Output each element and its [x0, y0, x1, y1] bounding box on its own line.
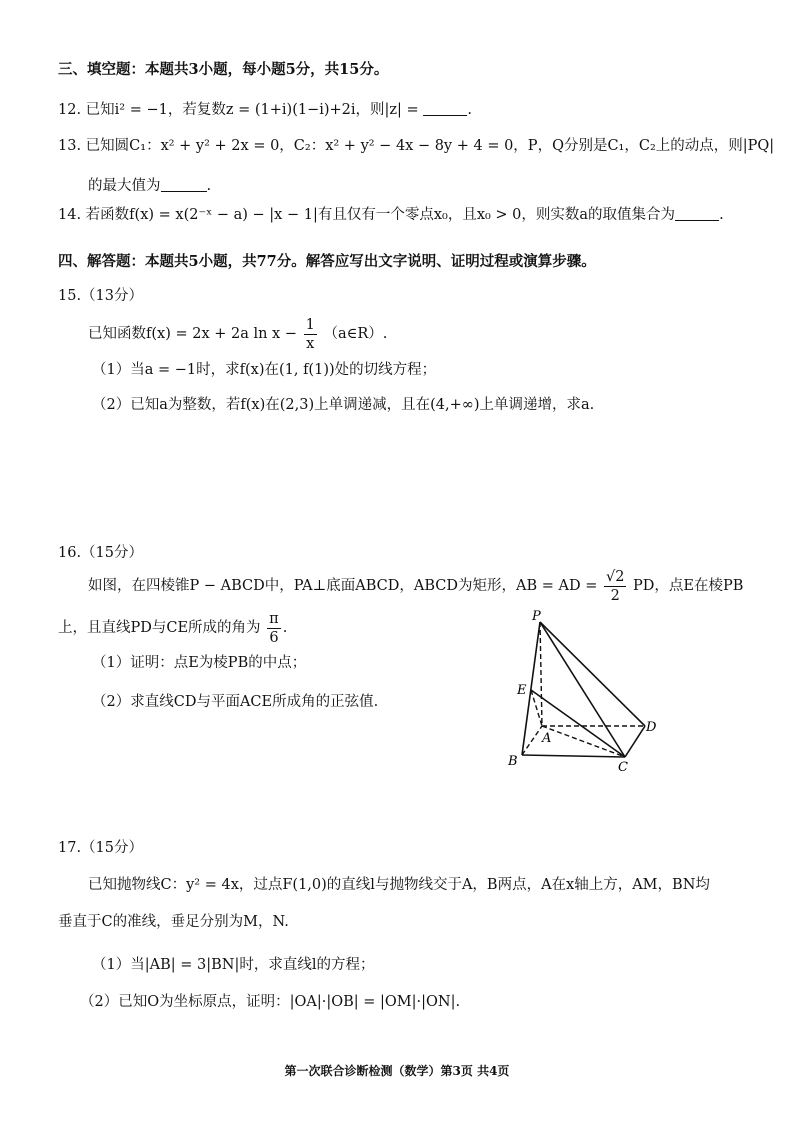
page-footer: 第一次联合诊断检测（数学）第3页 共4页 [284, 1064, 510, 1078]
question-14 [58, 205, 724, 225]
q13-answer-blank [161, 177, 207, 192]
q15-frac-den: x [306, 335, 315, 352]
q17-part1: （1）当|AB| = 3|BN|时，求直线l的方程； [92, 957, 375, 973]
edge-AC-hidden [542, 726, 625, 757]
label-A: A [542, 731, 552, 746]
q15-frac-num: 1 [305, 316, 315, 333]
q15-stem-a: 已知函数f(x) = 2x + 2a ln x − [88, 326, 297, 342]
q16-stem-line2 [58, 608, 287, 648]
q15-stem-b: （a∈R）. [323, 326, 388, 342]
q17-stem-line1: 已知抛物线C：y² = 4x，过点F(1,0)的直线l与抛物线交于A，B两点，A在x轴上方，AM，BN均 [88, 877, 710, 893]
q16-stem-b: PD，点E在棱PB [633, 578, 744, 594]
q16-fraction-sqrt2-over-2 [604, 568, 626, 605]
q12-answer-blank [423, 101, 467, 116]
question-13 [58, 136, 774, 156]
q13-period: . [206, 178, 212, 194]
q17-title: 17.（15分） [58, 840, 144, 856]
q12-period: . [467, 102, 472, 118]
label-P: P [532, 609, 541, 624]
edge-CD [625, 726, 645, 757]
question-12 [58, 100, 472, 120]
q16-frac1-num: √2 [605, 568, 625, 585]
label-D: D [646, 720, 657, 735]
q16-fraction-pi-over-6 [267, 610, 281, 647]
q16-stem-c: 上，且直线PD与CE所成的角为 [58, 620, 261, 636]
edge-BC [522, 755, 625, 757]
q15-stem [88, 314, 387, 354]
q16-frac1-den: 2 [610, 587, 620, 604]
q16-frac2-den: 6 [269, 629, 279, 646]
section3-heading: 三、填空题：本题共3小题，每小题5分，共15分。 [58, 61, 389, 78]
label-B: B [508, 754, 518, 769]
question-13-cont [88, 176, 211, 196]
q13-text-cont: 的最大值为 [88, 178, 161, 194]
edge-PD [540, 622, 645, 726]
q16-stem-d: . [282, 620, 288, 636]
q16-stem-line1 [88, 566, 743, 606]
q16-stem-a: 如图，在四棱锥P − ABCD中，PA⊥底面ABCD，ABCD为矩形，AB = AD = [88, 578, 598, 594]
q15-part1: （1）当a = −1时，求f(x)在(1, f(1))处的切线方程； [92, 362, 437, 378]
q14-answer-blank [675, 206, 719, 221]
q16-frac2-num: π [269, 610, 279, 627]
edge-EA-hidden [531, 690, 542, 726]
q15-fraction [304, 316, 317, 353]
q15-part2: （2）已知a为整数，若f(x)在(2,3)上单调递减，且在(4,+∞)上单调递增，求a. [92, 397, 595, 413]
q15-title: 15.（13分） [58, 288, 144, 304]
pyramid-figure [500, 605, 680, 775]
edge-PC [540, 622, 625, 757]
section4-heading: 四、解答题：本题共5小题，共77分。解答应写出文字说明、证明过程或演算步骤。 [58, 253, 596, 270]
edge-EC [531, 690, 625, 757]
label-E: E [517, 683, 527, 698]
edge-PA-hidden [540, 622, 542, 726]
q17-part2: （2）已知O为坐标原点，证明：|OA|·|OB| = |OM|·|ON|. [80, 994, 461, 1010]
q13-text: 13. 已知圆C₁：x² + y² + 2x = 0，C₂：x² + y² − 4x − 8y + 4 = 0，P，Q分别是C₁，C₂上的动点，则|PQ| [58, 138, 775, 154]
q14-period: . [719, 207, 724, 223]
q17-stem-line2: 垂直于C的准线，垂足分别为M，N. [58, 914, 289, 930]
q16-title: 16.（15分） [58, 545, 144, 561]
q16-part1: （1）证明：点E为棱PB的中点； [92, 655, 307, 671]
label-C: C [618, 760, 628, 775]
q14-text: 14. 若函数f(x) = x(2⁻ˣ − a) − |x − 1|有且仅有一个零点x₀，且x₀ > 0，则实数a的取值集合为 [58, 207, 676, 223]
q16-part2: （2）求直线CD与平面ACE所成角的正弦值. [92, 694, 379, 710]
q12-text: 12. 已知i² = −1，若复数z = (1+i)(1−i)+2i，则|z| = [58, 102, 419, 118]
